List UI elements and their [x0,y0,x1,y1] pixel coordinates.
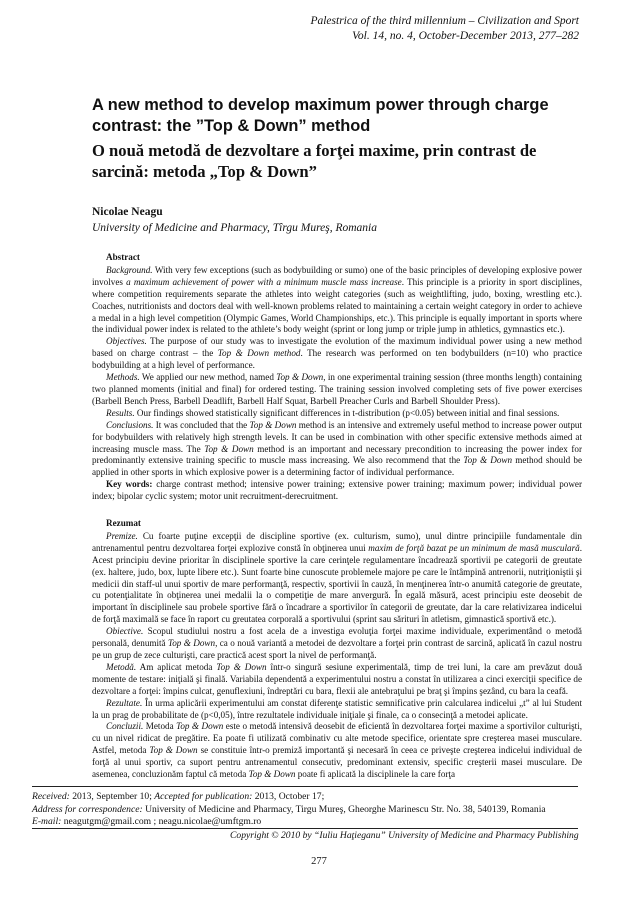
abstract-heading: Abstract [106,252,140,262]
copyright-notice: Copyright © 2010 by “Iuliu Haţieganu” University of Medicine and Pharmacy Publishing [230,830,579,841]
rezumat-premize: Premize. Cu foarte puţine excepţii de discipline sportive (ex. culturism, sumo), unul dintre principiile fundamentale din antrenamentul pentru dezvoltarea forţei explozive constă în obţinerea unui maxim de forţă bazat pe un minimum de masă musculară. Acest principiu devine prioritar în disciplinele sportive la care cerinţele regulamentare încadrează sportivii pe categorii de greutate (ex. haltere, judo, box, lupte libere etc.). Sunt foarte bine cunoscute problemele majore pe care le întâmpină antrenorii, nutriţioniştii şi medicii din staff-ul unui sportiv de mare performanţă, respectiv, sportivii în cauză, în menţinerea într-o anumită categorie de greutate, cu potenţialitate în obţinerea unei medalii la o competiţie de mare anvergură. În egală măsură, acest principiu este deosebit de important în disciplinele sau probele sportive fără o încadrare a sportivilor în categorii de greutate, dar la care relativizarea indicelui de forţă maximală se face în raport cu greutatea corporală a sportivului (sprint sau sărituri în atletism, gimnastică sportivă etc.). [92,530,582,625]
abstract-background: Background. With very few exceptions (such as bodybuilding or sumo) one of the basic principles of developing explosive power involves a maximum achievement of power with a minimum muscle mass increase. This principle is a priority in sport disciplines, where competition requirements separate the athletes into weight categories (such as weightlifting, judo, boxing, wrestling etc.). Coaches, nutritionists and doctors deal with well-known problems related to maintaining a certain weight category in order to achieve a medal in a high level competition (Olympic Games, World Championships, etc.). This principle is equally important in sports where the individual power index is related to the athlete’s body weight (sprint or long jump or triple jump in athletics, gymnastics etc.). [92,264,583,335]
author-name: Nicolae Neagu [92,206,163,218]
abstract-results: Results. Our findings showed statistically significant differences in t-distribution (p<0.05) between initial and final sessions. [106,407,560,418]
keywords-label: Key words: [106,479,153,490]
rezumat-heading: Rezumat [106,518,141,528]
abstract-keywords: Key words: charge contrast method; intensive power training; extensive power training; maximum power; individual power index; bipolar cyclic system; motor unit recruitment-derecruitment. [92,479,583,502]
abstract-objectives: Objectives. The purpose of our study was to investigate the evolution of the maximum individual power using a new method based on charge contrast – the Top & Down method. The research was performed on ten bodybuilders (n=10) who practice bodybuilding at a high level of performance. [92,336,582,371]
rezumat-concluzii: Concluzii. Metoda Top & Down este o metodă intensivă deosebit de eficientă în dezvoltarea forţei maxime a sportivilor culturişti, cu un nivel ridicat de pregătire. Ea poate fi utilizată combinativ cu alte metode specifice, orientate spre creşterea masei musculare. Astfel, metoda Top & Down se constituie într-o premiză importantă şi necesară în ceea ce priveşte creşterea indicelui individual de forţă al unui sportiv, ca suport pentru antrenamentul consecutiv, predominant extensiv, specific creşterii masei musculare. De asemenea, concluzionăm faptul că metoda Top & Down poate fi aplicată la disciplinele la care forţa [92,721,583,780]
rezumat-obiective: Obiective. Scopul studiului nostru a fost acela de a investiga evoluţia forţei maxime individuale, experimentând o metodă personală, denumită Top & Down, ca o nouă variantă a metodei de dezvoltare a forţei prin contrast de sarcină, aplicată în cazul nostru pe un grup de zece culturişti, care practică acest sport la nivel de performanţă. [92,626,582,660]
methods-label: Methods. [106,372,140,383]
journal-volume-line: Vol. 14, no. 4, October-December 2013, 277–282 [352,30,579,42]
email-addresses[interactable]: neagutgm@gmail.com ; neagu.nicolae@umftgm.ro [61,816,262,828]
email-line: E-mail: neagutgm@gmail.com ; neagu.nicolae@umftgm.ro [32,816,262,828]
concluzii-label: Concluzii. [106,721,144,732]
article-footnotes [32,791,580,829]
footnote-bottom-divider [32,828,578,829]
footnote-top-divider [32,786,578,787]
results-label: Results. [106,407,135,418]
premize-label: Premize. [106,530,138,541]
conclusions-label: Conclusions. [106,419,154,430]
rezumat-metoda: Metodă. Am aplicat metoda Top & Down într-o singură sesiune experimentală, timp de trei luni, la care am prevăzut două momente de testare: iniţială şi finală. Variabila dependentă a experimentului nostru a constat în utilizarea a cinci exerciţii specifice de dezvoltare a forţei: împins culcat, genuflexiuni, îndreptări cu bara, flexii ale antebraţului pe braţ şi împins şezând, cu bara la ceafă. [92,661,582,696]
journal-title-line: Palestrica of the third millennium – Civilization and Sport [310,15,579,27]
page-number: 277 [311,856,327,867]
author-affiliation: University of Medicine and Pharmacy, Tîrgu Mureş, Romania [92,222,378,234]
abstract-section [92,252,582,503]
journal-header [159,14,579,44]
objectives-label: Objectives. [106,336,147,347]
abstract-conclusions: Conclusions. It was concluded that the Top & Down method is an intensive and extremely useful method to increase power output for bodybuilders with relatively high strength levels. It can be used in combination with other specific extensive methods aimed at increasing muscle mass. The Top & Down method is an important and necessary precondition to increasing the power index for predominantly extensive training specific to muscle mass increasing. We also recommend that the Top & Down method should be applied in other sports in which explosive power is a determining factor of individual performance. [92,419,583,478]
abstract-methods: Methods. We applied our new method, named Top & Down, in one experimental training session (three months length) containing two planned moments (initial and final) for ordered testing. The training session involved completing sets of five power exercises (Barbell Bench Press, Barbell Deadlift, Barbell Half Squat, Barbell Preacher Curls and Barbell Shoulder Press). [92,372,582,406]
obiective-label: Obiective. [106,626,144,637]
received-line: Received: 2013, September 10; Accepted for publication: 2013, October 17; [32,791,325,802]
rezultate-label: Rezultate. [106,697,143,708]
address-line: Address for correspondence: University of Medicine and Pharmacy, Tirgu Mureş, Gheorghe Marinescu Str. No. 38, 540139, Romania [32,803,546,815]
rezumat-section [92,518,582,781]
background-label: Background. [106,264,153,275]
article-title-english: A new method to develop maximum power through charge contrast: the ”Top & Down” method [92,96,549,135]
metoda-label: Metodă. [106,661,137,672]
rezumat-rezultate: Rezultate. În urma aplicării experimentului am constat diferenţe statistic semnificative prin calcularea indicelui „t” al lui Student la un prag de probabilitate de (p<0,05), între rezultatele individuale iniţiale şi finale, ca o consecinţă a metodei aplicate. [92,697,582,720]
article-title-romanian: O nouă metodă de dezvoltare a forţei maxime, prin contrast de sarcină: metoda „Top & Down” [92,141,537,181]
